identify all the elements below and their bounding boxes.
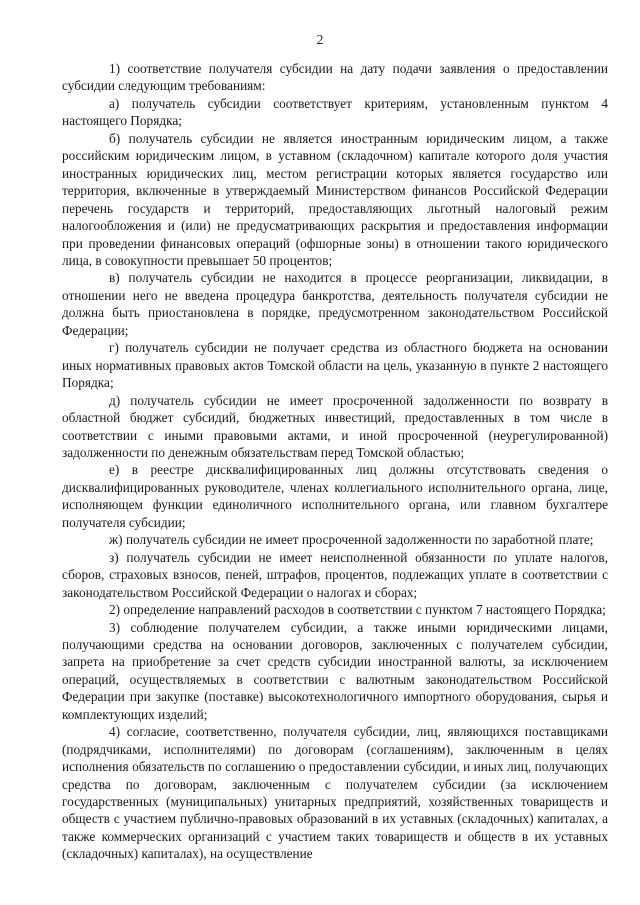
paragraph-item-a: а) получатель субсидии соответствует критериям, установленным пунктом 4 настоящего Порядка; (62, 95, 608, 129)
paragraph-item-g: г) получатель субсидии не получает средства из областного бюджета на основании иных нормативных правовых актов Томской области на цель, указанную в пункте 2 настоящего Порядка; (62, 340, 608, 391)
paragraph-item-d: д) получатель субсидии не имеет просроченной задолженности по возврату в областной бюджет субсидий, бюджетных инвестиций, предоставленных в том числе в соответствии с иными правовыми актами, и иной просроченной (неурегулированной) задолженности по денежным обязательствам перед Томской областью; (62, 392, 608, 460)
document-body (62, 60, 608, 863)
paragraph-point-2: 2) определение направлений расходов в соответствии с пунктом 7 настоящего Порядка; (109, 602, 606, 618)
paragraph-item-z: з) получатель субсидии не имеет неисполненной обязанности по уплате налогов, сборов, страховых взносов, пеней, штрафов, процентов, подлежащих уплате в соответствии с законодательством Российской Федерации о налогах и сборах; (62, 549, 608, 600)
paragraph-point-3: 3) соблюдение получателем субсидии, а также иными юридическими лицами, получающими средства на основании договоров, заключенных с получателем субсидии, запрета на приобретение за счет средств субсидии иностранной валюты, за исключением операций, осуществляемых в соответствии с валютным законодательством Российской Федерации при закупке (поставке) высокотехнологичного импортного оборудования, сырья и комплектующих изделий; (62, 619, 608, 722)
paragraph-requirements-intro: 1) соответствие получателя субсидии на дату подачи заявления о предоставлении субсидии следующим требованиям: (62, 61, 608, 94)
page-number: 2 (316, 32, 324, 47)
paragraph-item-e: е) в реестре дисквалифицированных лиц должны отсутствовать сведения о дисквалифицированных руководителе, членах коллегиального исполнительного органа, лице, исполняющем функции единоличного исполнительного органа, или главном бухгалтере получателя субсидии; (62, 462, 608, 530)
paragraph-point-4: 4) согласие, соответственно, получателя субсидии, лиц, являющихся поставщиками (подрядчиками, исполнителями) по договорам (соглашениям), заключенным в целях исполнения обязательств по соглашению о предоставлении субсидии, и иных лиц, получающих средства по договорам, заключенным с получателем субсидии (за исключением государственных (муниципальных) унитарных предприятий, хозяйственных товариществ и обществ с участием публично-правовых образований в их уставных (складочных) капиталах, а также коммерческих организаций с участием таких товариществ и обществ в их уставных (складочных) капиталах), на осуществление (62, 724, 608, 862)
paragraph-item-zh: ж) получатель субсидии не имеет просроченной задолженности по заработной плате; (109, 532, 594, 548)
paragraph-item-v: в) получатель субсидии не находится в процессе реорганизации, ликвидации, в отношении него не введена процедура банкротства, деятельность получателя субсидии не должна быть приостановлена в порядке, предусмотренном законодательством Российской Федерации; (62, 270, 608, 338)
paragraph-item-b: б) получатель субсидии не является иностранным юридическим лицом, а также российским юридическим лицом, в уставном (складочном) капитале которого доля участия иностранных юридических лиц, местом регистрации которых является государство или территория, включенные в утверждаемый Министерством финансов Российской Федерации перечень государств и территорий, предоставляющих льготный налоговый режим налогообложения и (или) не предусматривающих раскрытия и предоставления информации при проведении финансовых операций (офшорные зоны) в отношении такого юридического лица, в совокупности превышает 50 процентов; (62, 130, 608, 268)
